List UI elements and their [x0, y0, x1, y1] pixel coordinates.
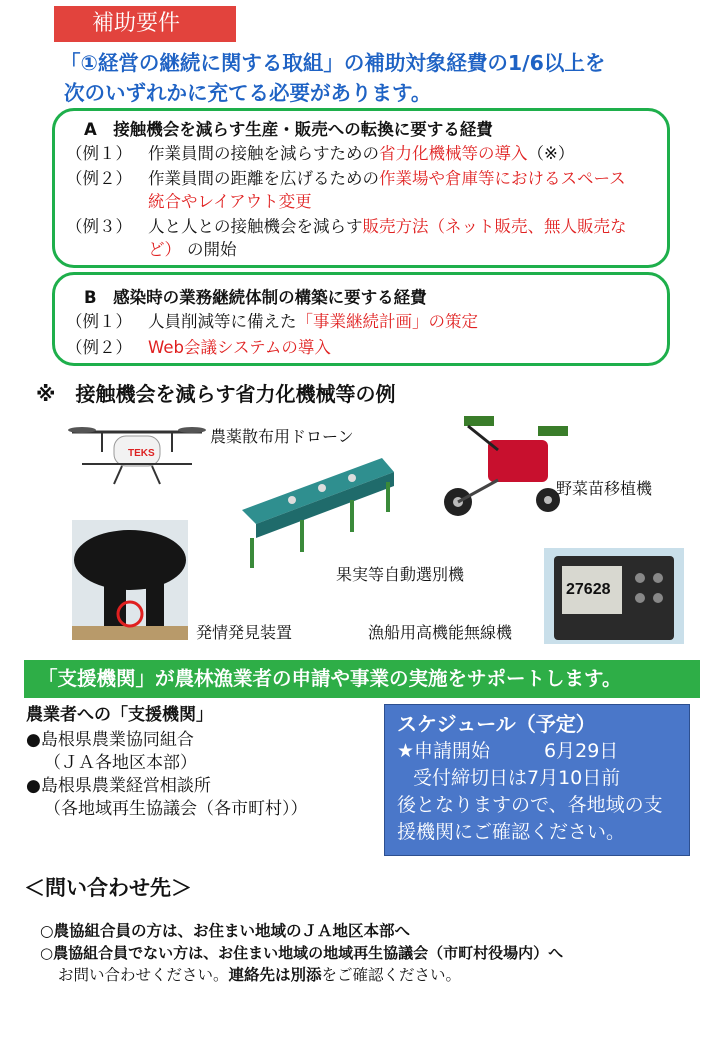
contact-line-2: ○農協組合員でない方は、お住まい地域の地域再生協議会（市町村役場内）へ: [40, 944, 564, 962]
contact-line-3a: お問い合わせください。: [58, 966, 229, 984]
contact-line-3: [40, 964, 712, 986]
headline-line1: 「①経営の継続に関する取組」の補助対象経費の1/6以上を: [60, 51, 606, 75]
box-b-example-1: [66, 310, 656, 333]
example-tail: の開始: [187, 240, 237, 259]
example-highlight: 省力化機械等の導入: [379, 144, 528, 163]
drone-image: [62, 418, 212, 490]
example-label: （例２）: [66, 169, 132, 188]
schedule-start: [397, 738, 677, 765]
box-a-example-1: [66, 142, 656, 165]
example-label: （例３）: [66, 217, 132, 236]
headline-line2: 次のいずれかに充てる必要があります。: [64, 81, 432, 105]
box-a-example-2: [66, 167, 656, 190]
example-label: （例１）: [66, 144, 132, 163]
schedule-line-3: 後となりますので、各地域の支: [397, 794, 663, 816]
support-item-2: ●島根県農業経営相談所: [26, 776, 211, 796]
transplanter-caption: 野菜苗移植機: [556, 479, 653, 498]
schedule-start-date: 6月29日: [544, 740, 619, 762]
transplanter-image: [428, 410, 578, 525]
schedule-line-4: 援機関にご確認ください。: [397, 821, 626, 843]
example-label: （例２）: [66, 338, 132, 357]
drone-brand: TEKS: [128, 448, 155, 459]
box-b-content: [84, 284, 427, 308]
box-a-example-3-cont: [66, 238, 656, 261]
support-agencies: [26, 704, 308, 821]
estrus-detector-image: [72, 520, 188, 640]
contact-line-1: ○農協組合員の方は、お住まい地域のＪＡ地区本部へ: [40, 922, 411, 940]
contact-line-3b: 連絡先は別添: [228, 966, 322, 984]
example-highlight: 統合やレイアウト変更: [148, 192, 312, 211]
example-highlight: Web会議システムの導入: [148, 338, 331, 357]
example-text: 作業員間の接触を減らすための: [148, 144, 379, 163]
contact-line-3c: をご確認ください。: [321, 966, 462, 984]
support-item-1-sub: （ＪＡ各地区本部）: [44, 753, 197, 773]
support-heading: 農業者への「支援機関」: [26, 705, 213, 725]
example-highlight: 販売方法（ネット販売、無人販売な: [362, 217, 627, 236]
machines-section-title: ※ 接触機会を減らす省力化機械等の例: [36, 382, 396, 406]
estrus-detector-caption: 発情発見装置: [196, 623, 293, 642]
box-b-examples: [66, 310, 656, 359]
example-tail: （※）: [527, 144, 575, 163]
box-a-example-2-cont: [66, 190, 656, 213]
schedule-line-2: 受付締切日は7月10日前: [413, 767, 621, 789]
drone-caption: 農薬散布用ドローン: [210, 427, 354, 446]
example-highlight: 作業場や倉庫等におけるスペース: [379, 169, 626, 188]
example-text: 人員削減等に備えた: [148, 312, 297, 331]
example-text: 人と人との接触機会を減らす: [148, 217, 363, 236]
example-label: （例１）: [66, 312, 132, 331]
schedule-box: [384, 704, 690, 856]
support-item-2-sub: （各地域再生協議会（各市町村））: [44, 799, 308, 819]
sorter-caption: 果実等自動選別機: [336, 565, 465, 584]
schedule-start-label: ★申請開始: [397, 740, 491, 762]
contact-block: [40, 920, 712, 986]
example-highlight: 「事業継続計画」の策定: [296, 312, 478, 331]
support-item-1: ●島根県農業協同組合: [26, 730, 194, 750]
radio-image: [544, 548, 684, 644]
box-a-example-3: [66, 215, 656, 238]
requirements-badge: 補助要件: [54, 6, 236, 42]
box-b-example-2: [66, 336, 656, 359]
example-highlight: ど）: [148, 240, 181, 259]
radio-caption: 漁船用高機能無線機: [368, 623, 513, 642]
radio-display: 27628: [566, 581, 611, 598]
box-b-title: B 感染時の業務継続体制の構築に要する経費: [84, 288, 427, 307]
box-a-content: [84, 116, 493, 140]
schedule-title: スケジュール（予定）: [397, 712, 596, 736]
example-text: 作業員間の距離を広げるための: [148, 169, 379, 188]
sorter-image: [232, 452, 397, 570]
box-a-examples: [66, 142, 656, 261]
support-banner: 「支援機関」が農林漁業者の申請や事業の実施をサポートします。: [24, 660, 700, 698]
headline: [60, 48, 605, 108]
contact-title: ＜問い合わせ先＞: [24, 876, 192, 900]
box-a-title: A 接触機会を減らす生産・販売への転換に要する経費: [84, 120, 493, 139]
